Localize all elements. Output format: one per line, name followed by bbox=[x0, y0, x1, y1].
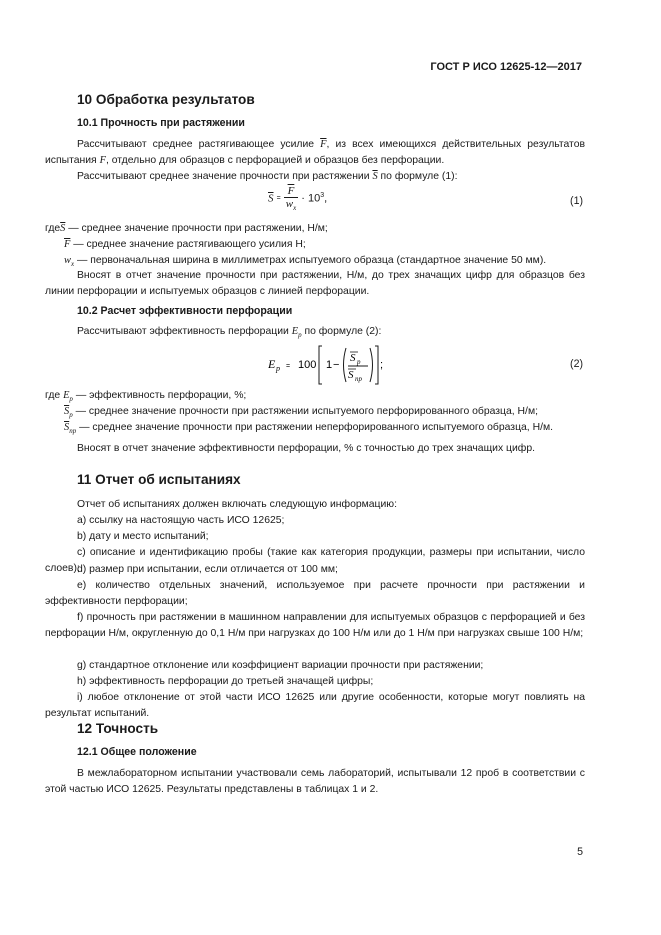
paragraph-10-1-a: Рассчитывают среднее растягивающее усилие $\overline{F}$, из всех имеющихся действительных результатов испытания F, отдельно для образцов с перфорацией и образцов без перфорации. bbox=[45, 139, 585, 166]
svg-text:p: p bbox=[276, 364, 280, 373]
paragraph-10-1-b: Рассчитывают среднее значение прочности при растяжении $\overline{S}$ по формуле (1): bbox=[77, 171, 458, 182]
report-item-d: d) размер при испытании, если отличается от 100 мм; bbox=[77, 564, 338, 575]
definition-ep: где $E_p$ — эффективность перфорации, %; bbox=[45, 390, 247, 404]
definition-snp: $\overline{S}_{np}$ — среднее значение прочности при растяжении неперфорированного испытуемого образца, Н/м. bbox=[64, 422, 553, 436]
subsection-10-1-title: 10.1 Прочность при растяжении bbox=[77, 117, 245, 129]
report-item-f: f) прочность при растяжении в машинном направлении для испытуемых образцов с перфорацией и без перфорации Н/м, округленную до 0,1 Н/м при нагрузках до 100 Н/м или до 1 Н/м при нагрузках свыше 100 Н/м; bbox=[45, 612, 585, 639]
report-item-c: c) описание и идентификацию пробы (такие как категория продукции, размеры при испытании, число слоев); bbox=[45, 547, 585, 574]
section-12-title: 12 Точность bbox=[77, 721, 159, 736]
paragraph-10-2-b: Вносят в отчет значение эффективности перфорации, % с точностью до трех значащих цифр. bbox=[77, 443, 535, 454]
report-item-a: a) ссылку на настоящую часть ИСО 12625; bbox=[77, 515, 285, 526]
svg-text:1: 1 bbox=[326, 359, 333, 371]
section-11-title: 11 Отчет об испытаниях bbox=[77, 472, 241, 487]
report-item-e: e) количество отдельных значений, используемое при расчете прочности при растяжении и эффективности перфорации; bbox=[45, 580, 585, 607]
svg-text:−: − bbox=[333, 359, 340, 371]
report-item-g: g) стандартное отклонение или коэффициент вариации прочности при растяжении; bbox=[77, 660, 484, 671]
symbol-s-bar: $\overline{S}$ bbox=[372, 171, 378, 182]
svg-text:p: p bbox=[357, 358, 361, 366]
definition-f-bar: $\overline{F}$ — среднее значение растягивающего усилия Н; bbox=[64, 239, 306, 250]
page-number: 5 bbox=[577, 846, 583, 858]
svg-text:100: 100 bbox=[298, 359, 317, 371]
definition-sp: $\overline{S}_p$ — среднее значение прочности при растяжении испытуемого перфорированного образца, Н/м; bbox=[64, 406, 538, 420]
report-item-i: i) любое отклонение от этой части ИСО 12625 или другие особенности, которые могут повлиять на результат испытаний. bbox=[45, 692, 585, 719]
report-item-b: b) дату и место испытаний; bbox=[77, 531, 209, 542]
symbol-f: F bbox=[99, 155, 106, 166]
svg-text:S: S bbox=[348, 369, 354, 381]
section-10-title: 10 Обработка результатов bbox=[77, 92, 255, 107]
subsection-10-2-title: 10.2 Расчет эффективности перфорации bbox=[77, 305, 293, 317]
equation-number-2: (2) bbox=[570, 358, 583, 370]
formula-2-graphic bbox=[268, 344, 418, 386]
symbol-f-bar: $\overline{F}$ bbox=[320, 139, 327, 150]
subsection-12-1-title: 12.1 Общее положение bbox=[77, 746, 197, 758]
svg-text:=: = bbox=[286, 363, 291, 370]
formula-1: $\overline{S}$ = $\frac{\overline{F}}{w_x}$ · $10^3$, bbox=[268, 185, 328, 213]
svg-text:E: E bbox=[268, 357, 276, 371]
paragraph-10-2-a: Рассчитывают эффективность перфорации $E_p$ по формуле (2): bbox=[77, 326, 382, 340]
paragraph-12-1: В межлабораторном испытании участвовали семь лабораторий, испытывали 12 проб в соответствии с этой частью ИСО 12625. Результаты представлены в таблицах 1 и 2. bbox=[45, 768, 585, 795]
report-item-h: h) эффективность перфорации до третьей значащей цифры; bbox=[77, 676, 374, 687]
definition-wx: $w_x$ — первоначальная ширина в миллиметрах испытуемого образца (стандартное значение 50 мм). bbox=[64, 255, 547, 269]
equation-number-1: (1) bbox=[570, 195, 583, 207]
report-intro: Отчет об испытаниях должен включать следующую информацию: bbox=[77, 499, 397, 510]
svg-text:;: ; bbox=[380, 359, 384, 371]
paragraph-10-1-c: Вносят в отчет значение прочности при растяжении, Н/м, до трех значащих цифр для образцов без линии перфорации и испытуемых образцов с линией перфорации. bbox=[45, 270, 585, 297]
svg-text:np: np bbox=[355, 375, 362, 383]
svg-text:S: S bbox=[350, 352, 356, 364]
standard-header: ГОСТ Р ИСО 12625-12—2017 bbox=[430, 61, 582, 73]
definition-s-bar: $где\overline{S}$ — среднее значение прочности при растяжении, Н/м; bbox=[45, 223, 328, 234]
